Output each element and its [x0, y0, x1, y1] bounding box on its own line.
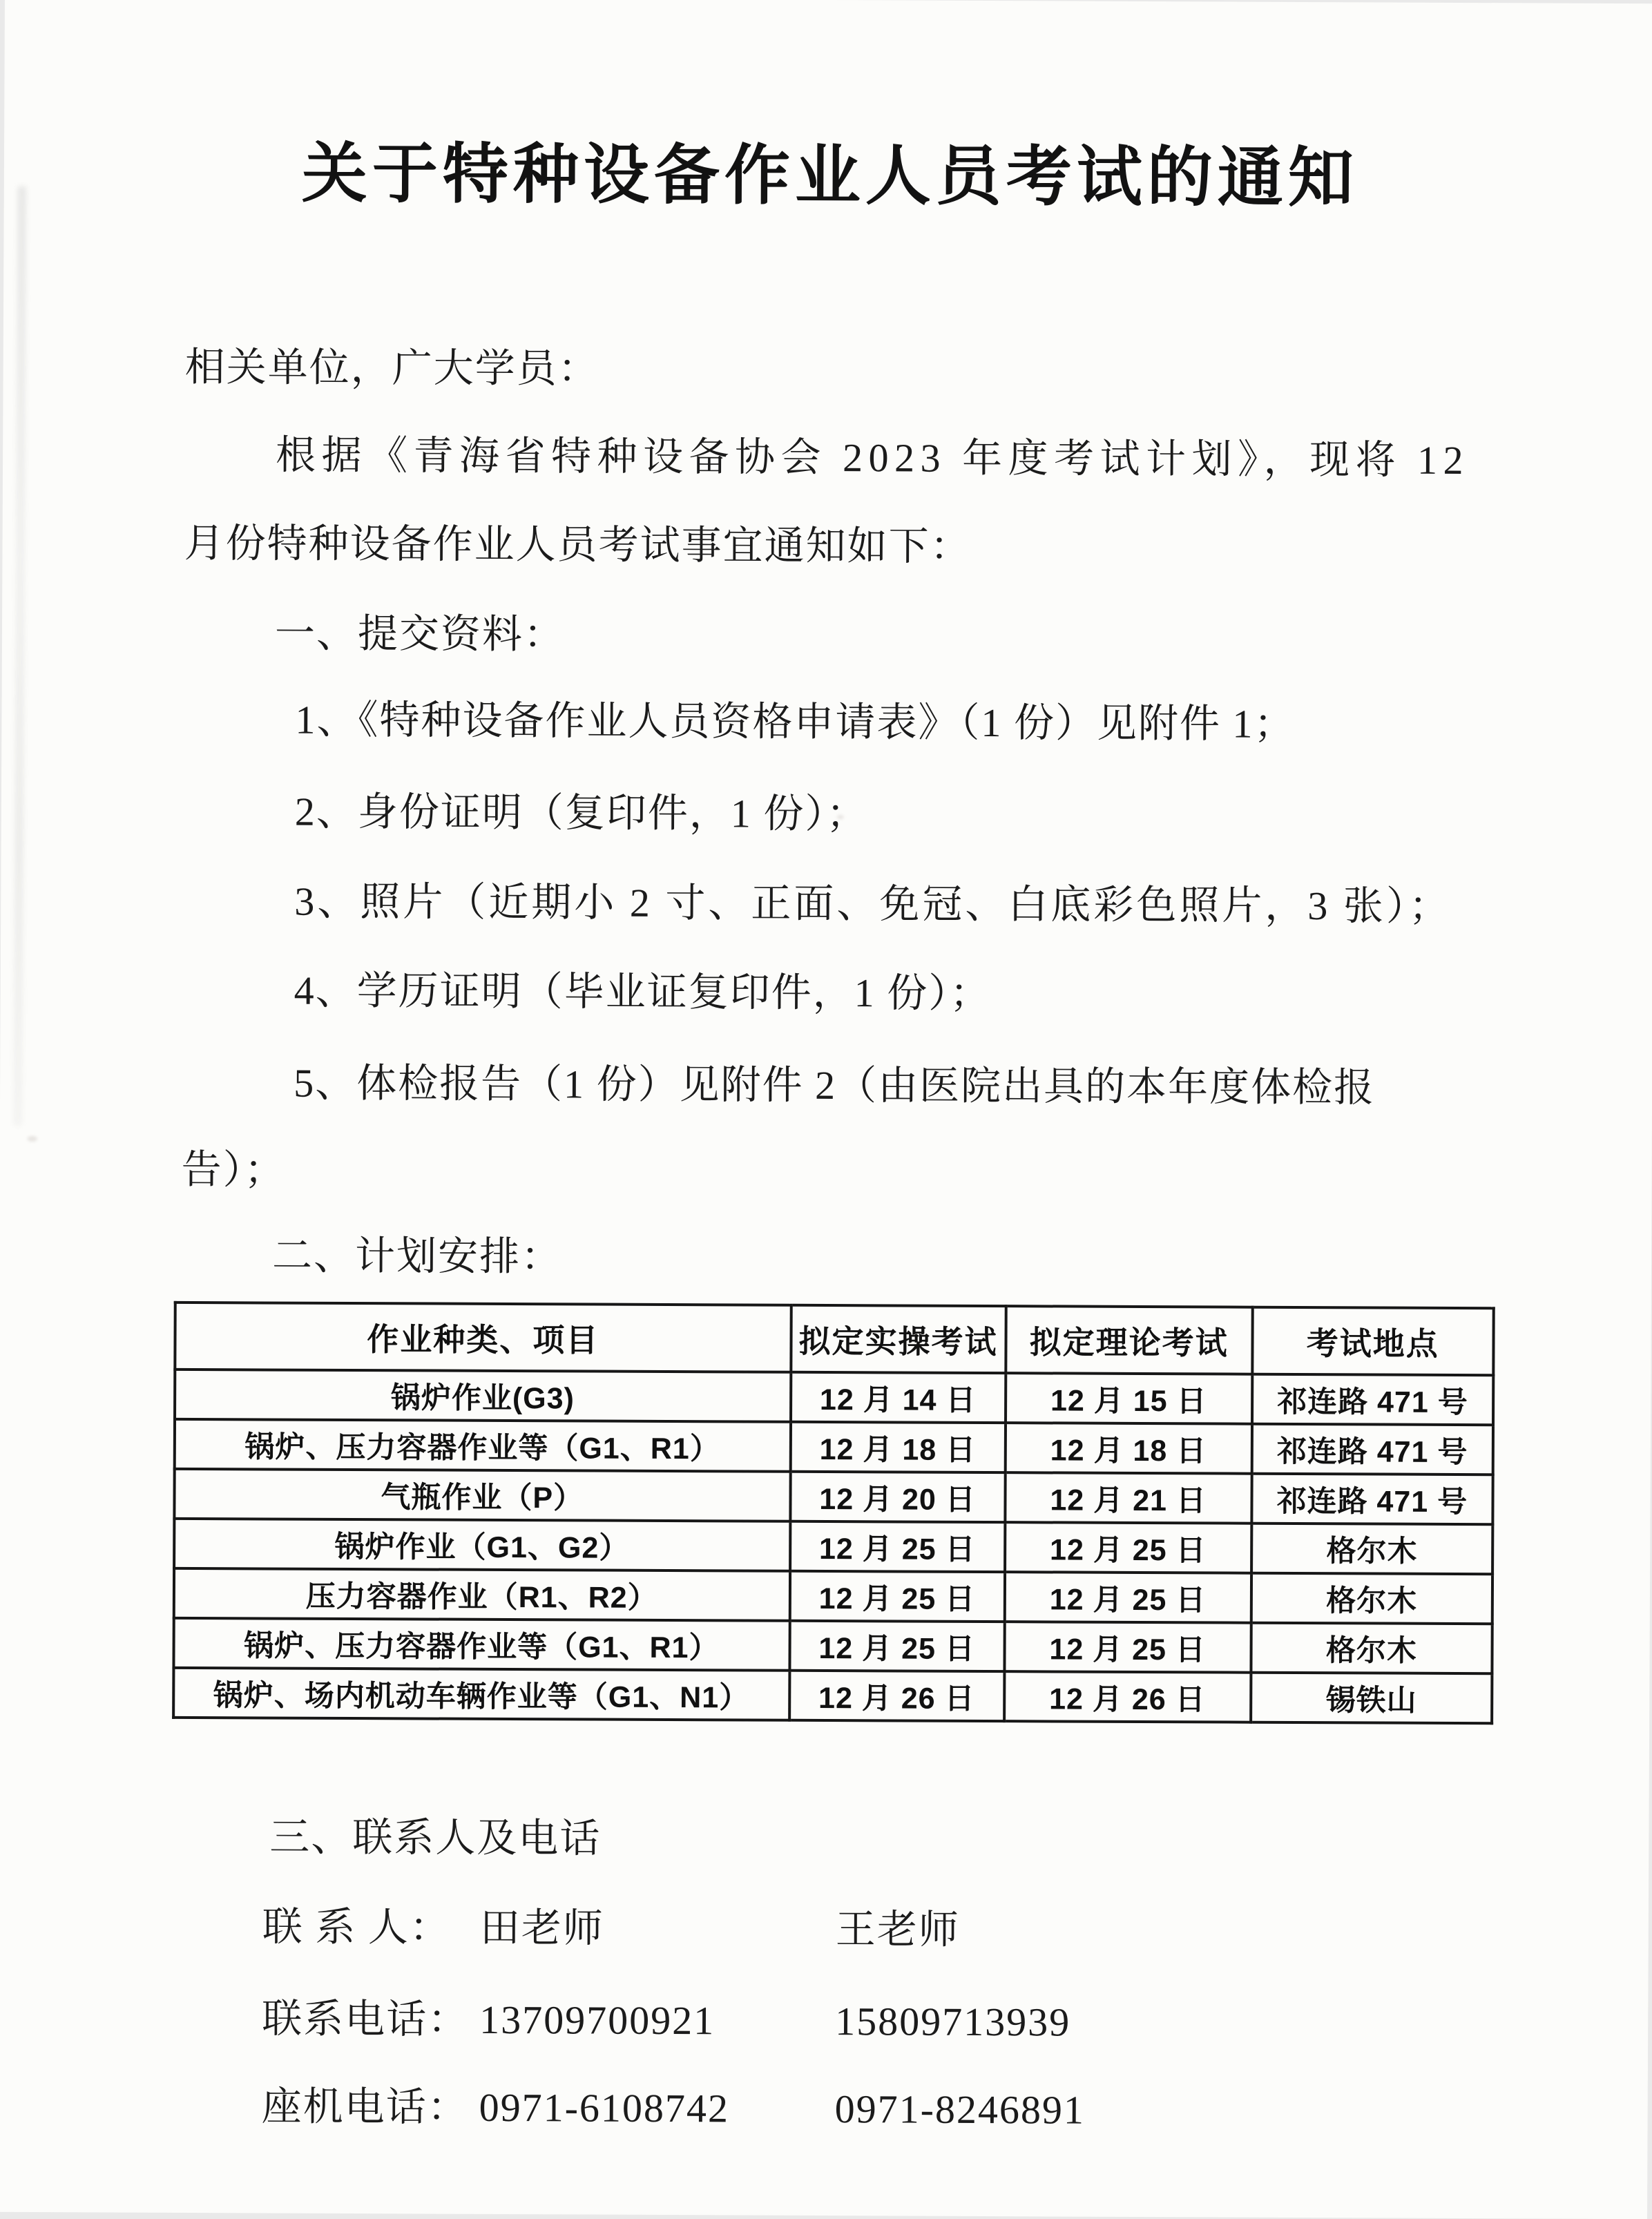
table-header-row — [175, 1303, 1493, 1375]
contact-landline-label: 座机电话： — [261, 2084, 469, 2130]
table-row — [173, 1618, 1492, 1673]
scan-speck — [28, 1136, 37, 1142]
table-cell: 锅炉、场内机动车辆作业等（G1、N1） — [173, 1668, 789, 1720]
table-cell: 锅炉、压力容器作业等（G1、R1） — [173, 1618, 789, 1671]
table-header-cell: 作业种类、项目 — [175, 1303, 791, 1372]
contact-landline-2: 0971-8246891 — [834, 2086, 1086, 2133]
salutation: 相关单位，广大学员： — [184, 344, 599, 392]
table-cell: 锅炉、压力容器作业等（G1、R1） — [175, 1419, 791, 1472]
section-2-heading: 二、计划安排： — [271, 1233, 563, 1280]
table-cell: 12 月 15 日 — [1006, 1373, 1252, 1424]
contact-mobile-line — [177, 1996, 1565, 2045]
intro-line-2: 月份特种设备作业人员考试事宜通知如下： — [184, 520, 972, 569]
table-cell: 12 月 26 日 — [1004, 1671, 1251, 1722]
contact-person-2: 王老师 — [835, 1907, 960, 1952]
contact-person-1: 田老师 — [479, 1905, 604, 1951]
table-cell: 锡铁山 — [1251, 1673, 1492, 1724]
contact-mobile-label: 联系电话： — [262, 1996, 470, 2042]
schedule-table — [172, 1301, 1495, 1725]
contact-person-label: 联 系 人： — [262, 1904, 451, 1950]
contact-landline-1: 0971-6108742 — [479, 2084, 730, 2131]
table-cell: 12 月 25 日 — [789, 1621, 1004, 1671]
table-row — [173, 1668, 1492, 1723]
table-row — [174, 1519, 1492, 1574]
table-cell: 祁连路 471 号 — [1251, 1424, 1493, 1475]
table-row — [175, 1419, 1493, 1474]
table-cell: 祁连路 471 号 — [1251, 1474, 1493, 1525]
table-header-cell: 考试地点 — [1252, 1307, 1494, 1376]
table-cell: 格尔木 — [1251, 1573, 1492, 1624]
schedule-table-head — [175, 1303, 1493, 1375]
contact-landline-line — [177, 2084, 1565, 2133]
section-1-heading: 一、提交资料： — [274, 611, 566, 657]
contact-mobile-2: 15809713939 — [835, 1999, 1071, 2045]
table-cell: 12 月 25 日 — [789, 1571, 1004, 1622]
table-cell: 格尔木 — [1251, 1524, 1493, 1575]
table-row — [174, 1568, 1492, 1624]
list-item-2: 2、身份证明（复印件，1 份）； — [294, 789, 868, 837]
table-cell: 祁连路 471 号 — [1252, 1374, 1494, 1425]
table-cell: 12 月 25 日 — [1004, 1622, 1251, 1673]
schedule-table-body — [173, 1370, 1493, 1723]
page-title: 关于特种设备作业人员考试的通知 — [301, 137, 1359, 215]
table-row — [175, 1370, 1493, 1425]
list-item-4: 4、学历证明（毕业证复印件，1 份）； — [294, 968, 992, 1017]
table-header-cell: 拟定实操考试 — [791, 1305, 1006, 1373]
table-cell: 锅炉作业（G1、G2） — [174, 1519, 790, 1571]
table-cell: 12 月 18 日 — [1005, 1423, 1251, 1474]
table-cell: 气瓶作业（P） — [174, 1469, 790, 1521]
table-cell: 12 月 18 日 — [790, 1422, 1005, 1472]
section-3-heading: 三、联系人及电话 — [269, 1814, 602, 1861]
table-cell: 12 月 21 日 — [1005, 1472, 1251, 1524]
table-cell: 锅炉作业(G3) — [175, 1370, 791, 1422]
contact-mobile-1: 13709700921 — [479, 1997, 715, 2044]
table-cell: 12 月 14 日 — [791, 1372, 1006, 1423]
table-cell: 12 月 25 日 — [1005, 1522, 1251, 1573]
table-cell: 格尔木 — [1251, 1623, 1492, 1674]
table-row — [174, 1469, 1492, 1524]
list-item-5-line-1: 5、体检报告（1 份）见附件 2（由医院出具的本年度体检报 — [294, 1060, 1376, 1111]
table-cell: 压力容器作业（R1、R2） — [174, 1568, 790, 1621]
list-item-3: 3、照片（近期小 2 寸、正面、免冠、白底彩色照片，3 张）； — [294, 878, 1452, 929]
contact-person-line — [178, 1904, 1566, 1952]
scan-streak-artifact — [14, 186, 26, 1126]
table-cell: 12 月 25 日 — [1004, 1572, 1251, 1623]
table-cell: 12 月 26 日 — [789, 1671, 1004, 1721]
table-cell: 12 月 20 日 — [790, 1472, 1005, 1522]
table-header-cell: 拟定理论考试 — [1006, 1306, 1252, 1374]
list-item-1: 1、《特种设备作业人员资格申请表》（1 份）见附件 1； — [295, 697, 1296, 747]
intro-line-1: 根据《青海省特种设备协会 2023 年度考试计划》，现将 12 — [275, 432, 1470, 483]
table-cell: 12 月 25 日 — [790, 1521, 1005, 1572]
list-item-5-line-2: 告）； — [181, 1146, 286, 1193]
